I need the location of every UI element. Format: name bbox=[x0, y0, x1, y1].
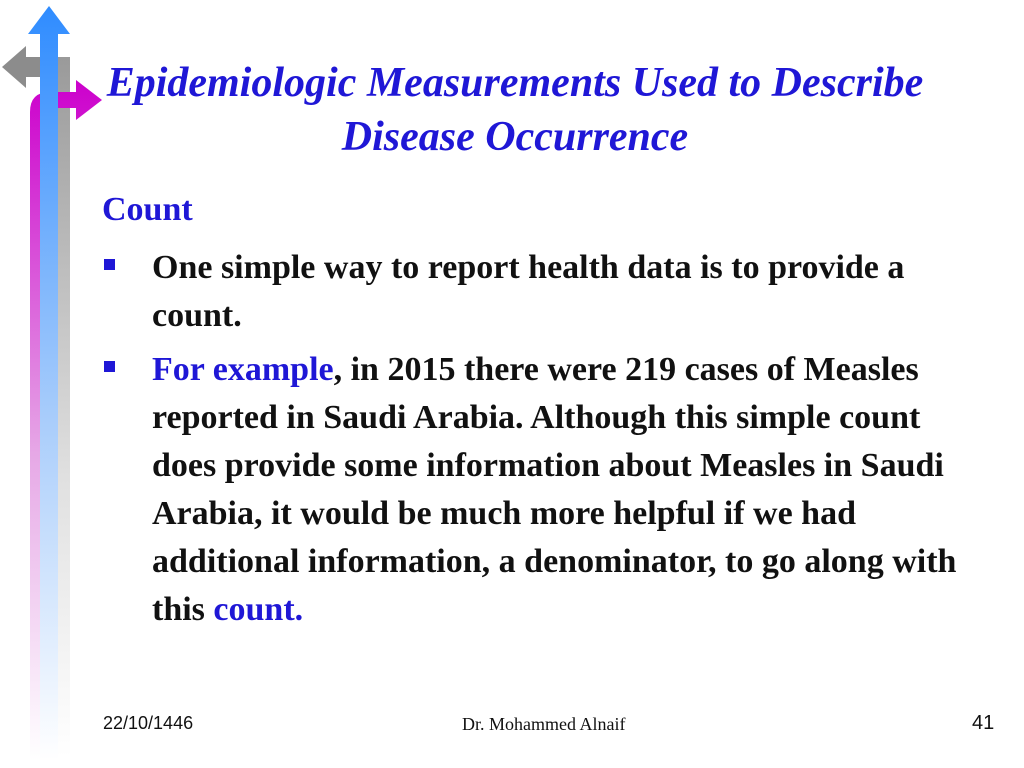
bullet-text-2 bbox=[152, 346, 962, 634]
title-line-1: Epidemiologic Measurements Used to Describe bbox=[106, 60, 924, 106]
footer-author: Dr. Mohammed Alnaif bbox=[462, 714, 626, 734]
section-heading: Count bbox=[102, 191, 193, 228]
bullet-2-lead: For example bbox=[152, 351, 334, 388]
bullet-text-1: One simple way to report health data is to provide a count. bbox=[152, 249, 905, 334]
bullet-item-2 bbox=[102, 346, 962, 634]
slide-title bbox=[60, 56, 970, 164]
bullet-item-1 bbox=[102, 244, 962, 340]
footer-date: 22/10/1446 bbox=[103, 713, 194, 733]
slide-page-number: 41 bbox=[972, 712, 995, 734]
title-line-2: Disease Occurrence bbox=[341, 114, 689, 160]
square-bullet-icon bbox=[104, 361, 115, 372]
bullet-2-tail: count. bbox=[213, 591, 304, 628]
bullet-list bbox=[102, 244, 962, 640]
bullet-2-body: , in 2015 there were 219 cases of Measles reported in Saudi Arabia. Although this simple count does provide some information about Measles in Saudi Arabia, it would be much more helpful if we had additional information, a denominator, to go along with this bbox=[152, 351, 957, 628]
square-bullet-icon bbox=[104, 259, 115, 270]
